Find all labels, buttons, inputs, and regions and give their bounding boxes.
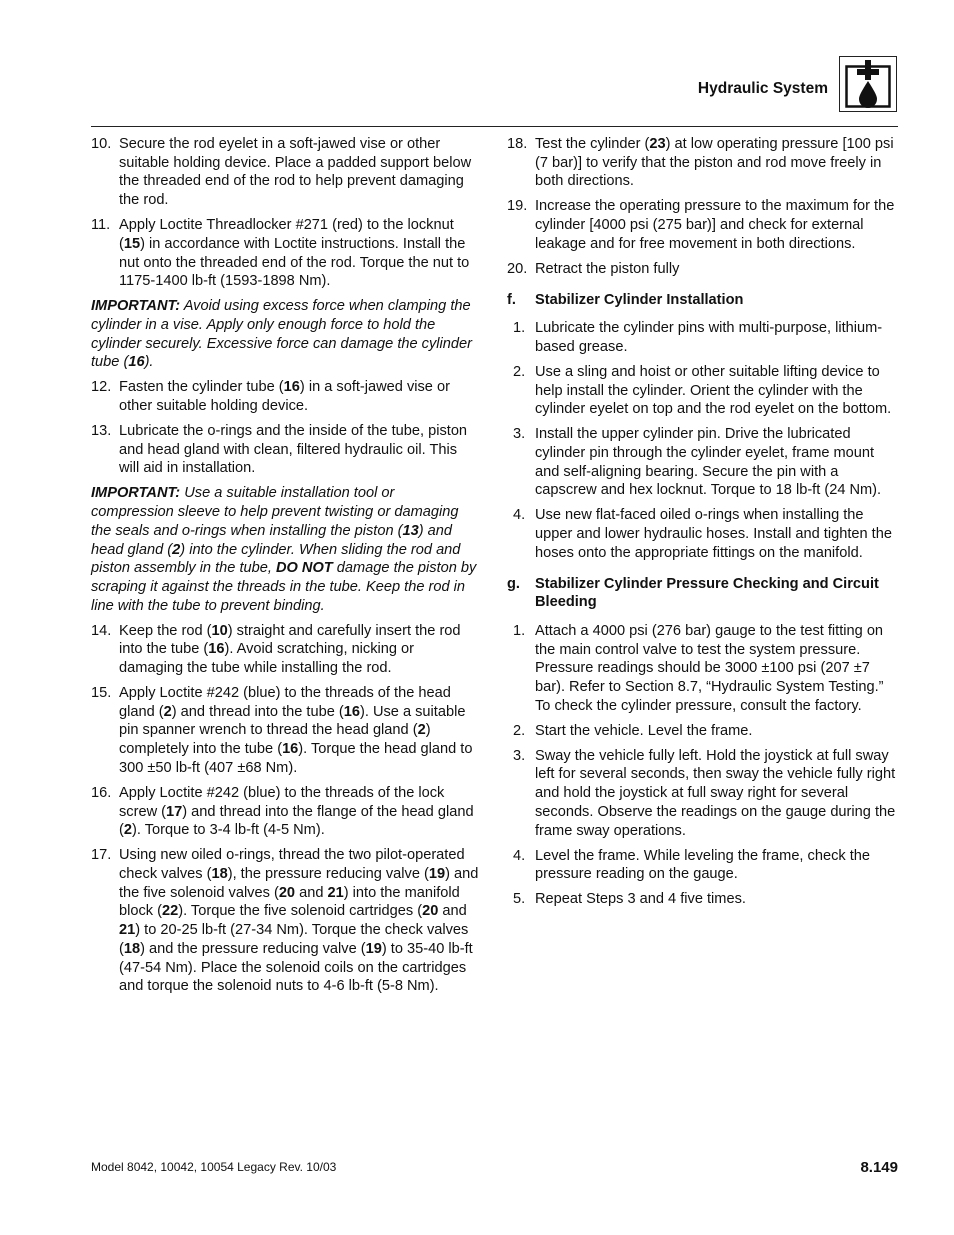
step-10: 10. Secure the rod eyelet in a soft-jawed vise or other suitable holding device. Place a padded support below the threaded end of the rod to help prevent damaging the rod.	[91, 136, 472, 209]
page-number: 8.149	[860, 1159, 898, 1176]
section-f-heading: f. Stabilizer Cylinder Installation	[507, 291, 744, 308]
step-20: 20. Retract the piston fully	[507, 260, 680, 277]
section-g-step: 4. Level the frame. While leveling the frame, check the pressure reading on the gauge.	[513, 847, 871, 883]
section-f-step: 3. Install the upper cylinder pin. Drive the lubricated cylinder pin through the cylinder eyelet, frame mount and self-aligning bearing. Secure the pin with a capscrew and hex locknut. Torque to 18 lb-ft (24 Nm).	[513, 426, 882, 499]
section-f-step: 1. Lubricate the cylinder pins with multi-purpose, lithium-based grease.	[513, 320, 883, 355]
footer-model: Model 8042, 10042, 10054 Legacy Rev. 10/03	[91, 1160, 337, 1174]
section-g-step: 1. Attach a 4000 psi (276 bar) gauge to the test fitting on the main control valve to test the system pressure. Pressure readings should be 3000 ±100 psi (207 ±7 bar). Refer to Section 8.7, “Hydraulic System Testing.” To check the cylinder pressure, consult the factory.	[513, 622, 884, 714]
step-13: 13. Lubricate the o-rings and the inside of the tube, piston and head gland with clean, filtered hydraulic oil. This will aid in installation.	[91, 423, 468, 477]
important-note-installation: IMPORTANT: Use a suitable installation tool or compression sleeve to help prevent twisting or damaging the seals and o-rings when installing the piston (13) and head gland (2) into the cylinder. When sliding the rod and piston assembly in the tube, DO NOT damage the piston by scraping it against the threads in the tube. Keep the rod in line with the tube to prevent binding.	[91, 485, 477, 614]
right-column	[507, 135, 899, 915]
left-column	[91, 135, 481, 1002]
section-f-step: 4. Use new flat-faced oiled o-rings when installing the upper and lower hydraulic hoses. Install and tighten the hoses onto the appropriate fittings on the manifold.	[513, 507, 892, 561]
step-11: 11. Apply Loctite Threadlocker #271 (red) to the locknut (15) in accordance with Loctite instructions. Install the nut onto the threaded end of the rod. Torque the nut to 1175-1400 lb-ft (1593-1898 Nm).	[91, 217, 470, 290]
step-15: 15. Apply Loctite #242 (blue) to the threads of the head gland (2) and thread into the tube (16). Use a suitable pin spanner wrench to thread the head gland (2) completely into the tube (16). Torque the head gland to 300 ±50 lb-ft (407 ±68 Nm).	[91, 685, 473, 776]
section-g-step: 5. Repeat Steps 3 and 4 five times.	[513, 891, 746, 908]
section-g-step: 3. Sway the vehicle fully left. Hold the joystick at full sway left for several seconds, then sway the vehicle fully right and hold the joystick at full sway right for several seconds. Observe the readings on the gauge during the frame sway operations.	[513, 747, 896, 839]
hydraulic-system-icon	[839, 56, 897, 112]
header-divider	[91, 126, 898, 127]
section-g-step: 2. Start the vehicle. Level the frame.	[513, 722, 753, 739]
step-17: 17. Using new oiled o-rings, thread the two pilot-operated check valves (18), the pressure reducing valve (19) and the five solenoid valves (20 and 21) into the manifold block (22). Torque the five solenoid cartridges (20 and 21) to 20-25 lb-ft (27-34 Nm). Torque the check valves (18) and the pressure reducing valve (19) to 35-40 lb-ft (47-54 Nm). Place the solenoid coils on the cartridges and torque the solenoid nuts to 4-6 lb-ft (5-8 Nm).	[91, 847, 479, 995]
section-g-heading: g. Stabilizer Cylinder Pressure Checking and Circuit Bleeding	[507, 575, 879, 611]
step-12: 12. Fasten the cylinder tube (16) in a soft-jawed vise or other suitable holding device.	[91, 379, 450, 415]
section-f-step: 2. Use a sling and hoist or other suitable lifting device to help install the cylinder. Orient the cylinder with the cylinder eyelet on top and the rod eyelet on the bottom.	[513, 363, 892, 418]
important-note-clamping: IMPORTANT: Avoid using excess force when clamping the cylinder in a vise. Apply only enough force to hold the cylinder securely. Excessive force can damage the cylinder tube (16).	[91, 298, 472, 371]
step-14: 14. Keep the rod (10) straight and carefully insert the rod into the tube (16). Avoid scratching, nicking or damaging the tube while installing the rod.	[91, 622, 461, 677]
step-16: 16. Apply Loctite #242 (blue) to the threads of the lock screw (17) and thread into the flange of the head gland (2). Torque to 3-4 lb-ft (4-5 Nm).	[91, 784, 474, 839]
section-title: Hydraulic System	[697, 80, 828, 97]
step-18: 18. Test the cylinder (23) at low operating pressure [100 psi (7 bar)] to verify that the piston and rod move freely in both directions.	[507, 136, 894, 190]
step-19: 19. Increase the operating pressure to the maximum for the cylinder [4000 psi (275 bar)] and check for external leakage and for free movement in both directions.	[507, 198, 895, 252]
